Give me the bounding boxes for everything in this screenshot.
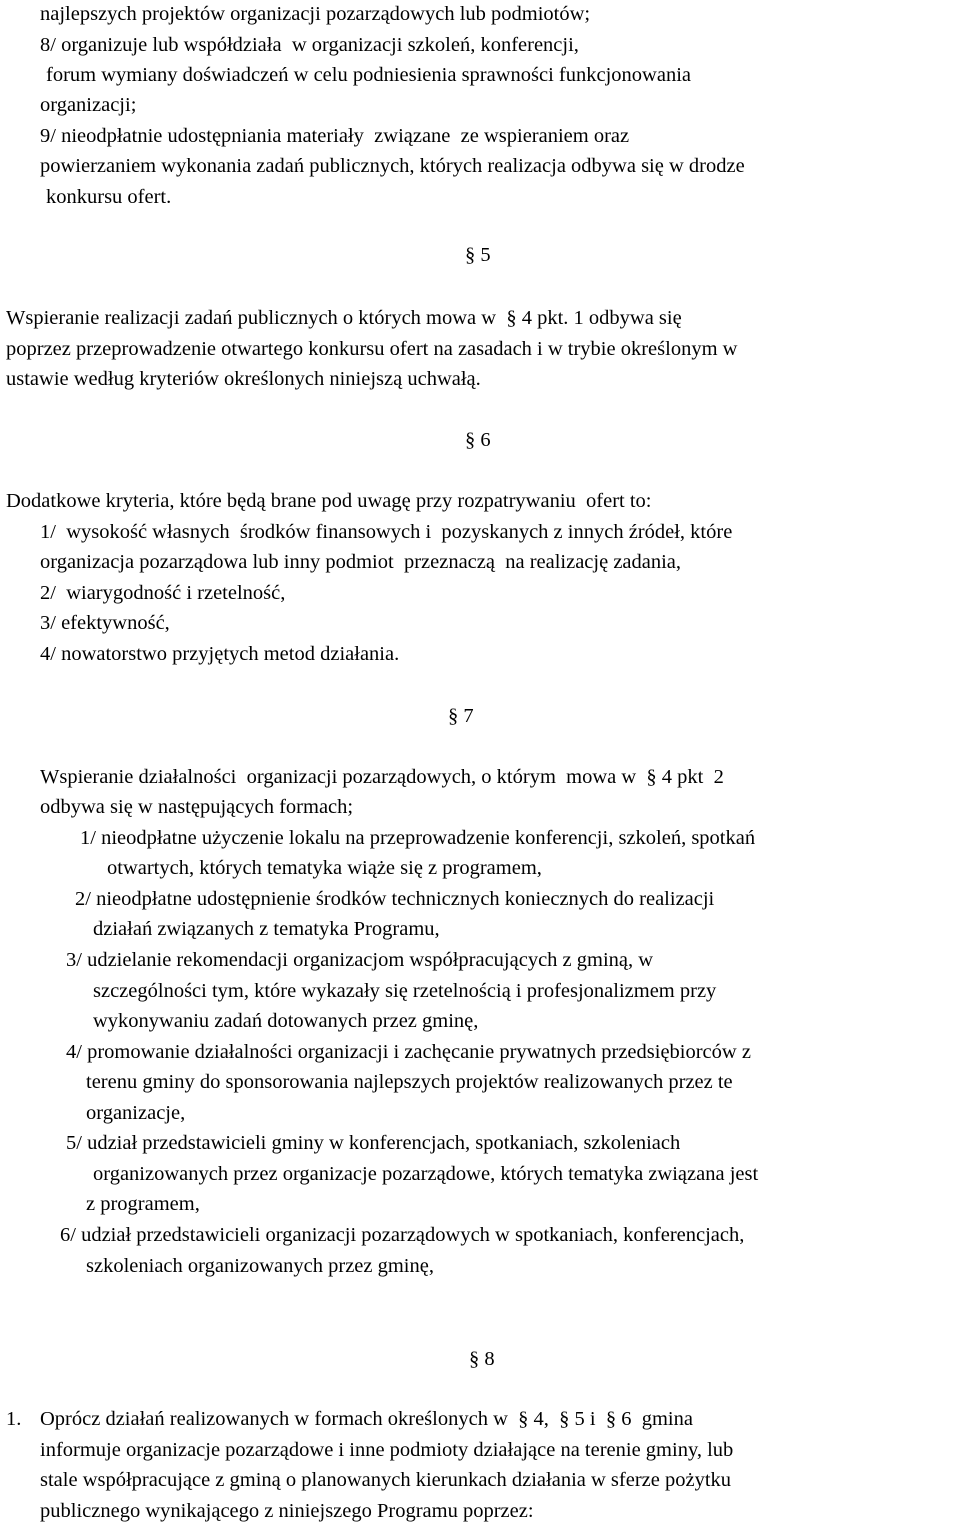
section-5-line-3: ustawie według kryteriów określonych niniejszą uchwałą. [6,368,481,390]
section-7-item-5-line-3: z programem, [86,1193,200,1215]
section-6-line-4: 2/ wiarygodność i rzetelność, [40,582,286,604]
section-7-item-5-line-2: organizowanych przez organizacje pozarządowe, których tematyka związana jest [93,1163,759,1185]
section-5-line-2: poprzez przeprowadzenie otwartego konkursu ofert na zasadach i w trybie określonym w [6,338,738,360]
section-7-item-2-line-2: działań związanych z tematyka Programu, [93,918,440,940]
section-7-item-2-line-1: 2/ nieodpłatne udostępnienie środków technicznych koniecznych do realizacji [75,888,715,910]
intro-line-2: 8/ organizuje lub współdziała w organizacji szkoleń, konferencji, [40,34,579,56]
section-7-item-3-line-3: wykonywaniu zadań dotowanych przez gminę, [93,1010,479,1032]
intro-line-4: organizacji; [40,94,137,116]
section-8-line-4: publicznego wynikającego z niniejszego Programu poprzez: [40,1500,534,1522]
section-6-line-2: 1/ wysokość własnych środków finansowych i pozyskanych z innych źródeł, które [40,521,733,543]
section-8-item-number: 1. [6,1408,22,1430]
section-8-line-2: informuje organizacje pozarządowe i inne podmioty działające na terenie gminy, lub [40,1439,734,1461]
section-7-item-1-line-1: 1/ nieodpłatne użyczenie lokalu na przeprowadzenie konferencji, szkoleń, spotkań [80,827,756,849]
section-5-line-1: Wspieranie realizacji zadań publicznych o których mowa w § 4 pkt. 1 odbywa się [6,307,682,329]
section-7-item-3-line-2: szczególności tym, które wykazały się rzetelnością i profesjonalizmem przy [93,980,717,1002]
section-7-line-2: odbywa się w następujących formach; [40,796,354,818]
intro-line-5: 9/ nieodpłatnie udostępniania materiały związane ze wspieraniem oraz [40,125,630,147]
section-7-item-6-line-1: 6/ udział przedstawicieli organizacji pozarządowych w spotkaniach, konferencjach, [60,1224,745,1246]
section-7-item-6-line-2: szkoleniach organizowanych przez gminę, [86,1255,434,1277]
intro-line-1: najlepszych projektów organizacji pozarządowych lub podmiotów; [40,3,591,25]
intro-line-6: powierzaniem wykonania zadań publicznych, których realizacja odbywa się w drodze [40,155,745,177]
intro-line-3: forum wymiany doświadczeń w celu podniesienia sprawności funkcjonowania [46,64,691,86]
section-6-line-3: organizacja pozarządowa lub inny podmiot przeznaczą na realizację zadania, [40,551,682,573]
section-7-item-5-line-1: 5/ udział przedstawicieli gminy w konferencjach, spotkaniach, szkoleniach [66,1132,681,1154]
section-6-line-5: 3/ efektywność, [40,612,170,634]
section-8-heading: § 8 [469,1348,495,1370]
section-7-item-4-line-3: organizacje, [86,1102,186,1124]
section-6-line-6: 4/ nowatorstwo przyjętych metod działania. [40,643,400,665]
section-8-line-3: stale współpracujące z gminą o planowanych kierunkach działania w sferze pożytku [40,1469,732,1491]
section-6-heading: § 6 [465,429,491,451]
section-7-item-4-line-2: terenu gminy do sponsorowania najlepszych projektów realizowanych przez te [86,1071,733,1093]
section-8-line-1: Oprócz działań realizowanych w formach określonych w § 4, § 5 i § 6 gmina [40,1408,693,1430]
section-7-item-3-line-1: 3/ udzielanie rekomendacji organizacjom współpracujących z gminą, w [66,949,654,971]
section-7-line-1: Wspieranie działalności organizacji pozarządowych, o którym mowa w § 4 pkt 2 [40,766,724,788]
intro-line-7: konkursu ofert. [46,186,172,208]
section-7-heading: § 7 [448,705,474,727]
section-6-line-1: Dodatkowe kryteria, które będą brane pod uwagę przy rozpatrywaniu ofert to: [6,490,652,512]
section-7-item-4-line-1: 4/ promowanie działalności organizacji i zachęcanie prywatnych przedsiębiorców z [66,1041,751,1063]
section-7-item-1-line-2: otwartych, których tematyka wiąże się z programem, [107,857,542,879]
section-5-heading: § 5 [465,244,491,266]
